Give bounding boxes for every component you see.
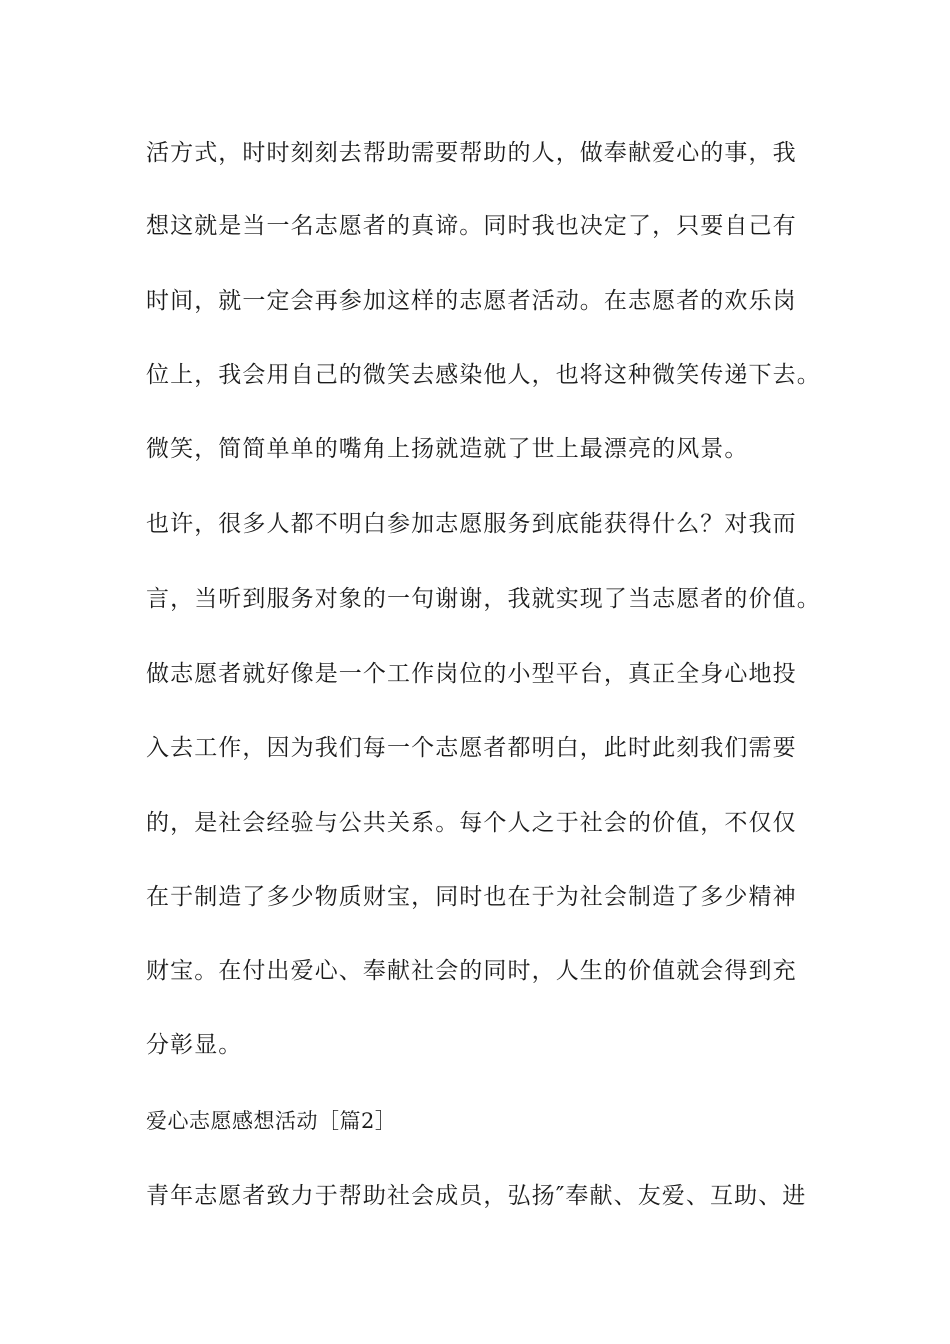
text-line: 活方式，时时刻刻去帮助需要帮助的人，做奉献爱心的事，我: [146, 140, 797, 166]
text-line: 也许，很多人都不明白参加志愿服务到底能获得什么？对我而: [146, 511, 797, 537]
text-line: 位上，我会用自己的微笑去感染他人，也将这种微笑传递下去。: [146, 362, 821, 388]
text-line: 入去工作，因为我们每一个志愿者都明白，此时此刻我们需要: [146, 735, 797, 761]
text-line: 时间，就一定会再参加这样的志愿者活动。在志愿者的欢乐岗: [146, 288, 797, 314]
text-line: 微笑，简简单单的嘴角上扬就造就了世上最漂亮的风景。: [146, 436, 749, 462]
text-line: 青年志愿者致力于帮助社会成员，弘扬″奉献、友爱、互助、进: [146, 1183, 807, 1209]
text-line: 做志愿者就好像是一个工作岗位的小型平台，真正全身心地投: [146, 661, 797, 687]
text-line: 想这就是当一名志愿者的真谛。同时我也决定了，只要自己有: [146, 213, 797, 239]
text-line: 在于制造了多少物质财宝，同时也在于为社会制造了多少精神: [146, 884, 797, 910]
text-line: 的，是社会经验与公共关系。每个人之于社会的价值，不仅仅: [146, 810, 797, 836]
text-line: 言，当听到服务对象的一句谢谢，我就实现了当志愿者的价值。: [146, 586, 821, 612]
section-heading: 爱心志愿感想活动［篇2］: [146, 1109, 397, 1133]
text-line: 分彰显。: [146, 1032, 243, 1058]
text-line: 财宝。在付出爱心、奉献社会的同时，人生的价值就会得到充: [146, 958, 797, 984]
